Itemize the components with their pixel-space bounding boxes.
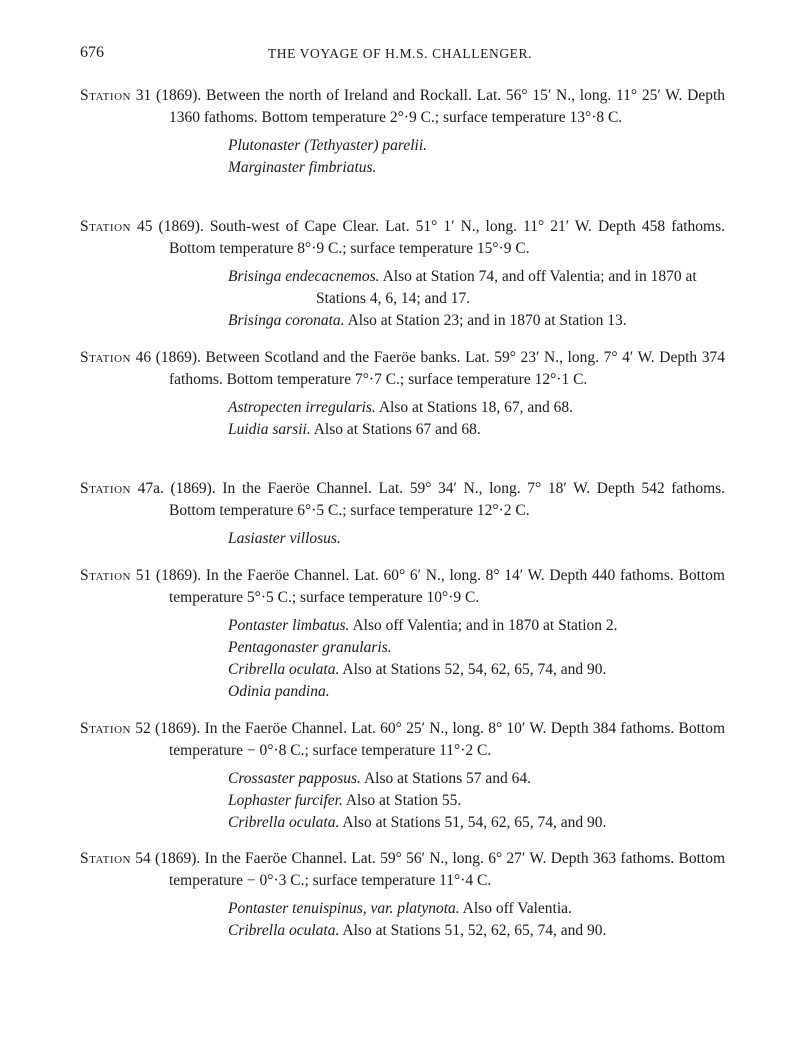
- species-name: Odinia pandina.: [228, 683, 330, 700]
- running-title: THE VOYAGE OF H.M.S. CHALLENGER.: [267, 46, 533, 61]
- species-note: Also at Stations 51, 54, 62, 65, 74, and 90.: [342, 814, 607, 831]
- species-item: [228, 637, 725, 659]
- species-item: [228, 528, 725, 550]
- species-name: Brisinga endecacnemos.: [228, 268, 380, 285]
- species-item: [228, 310, 725, 332]
- species-list: [228, 898, 725, 942]
- species-note: Also off Valentia; and in 1870 at Station 2.: [352, 617, 618, 634]
- species-name: Astropecten irregularis.: [228, 399, 376, 416]
- station-description: In the Faeröe Channel. Lat. 59° 34′ N., long. 7° 18′ W. Depth 542 fathoms. Bottom temperature 6°·5 C.; surface temperature 12°·2 C.: [169, 480, 726, 519]
- species-note: Also at Station 55.: [345, 792, 462, 809]
- species-note: Also at Stations 51, 52, 62, 65, 74, and 90.: [342, 922, 607, 939]
- station-description: In the Faeröe Channel. Lat. 60° 6′ N., long. 8° 14′ W. Depth 440 fathoms. Bottom temperature 5°·5 C.; surface temperature 10°·9 C.: [169, 567, 725, 606]
- station-label: Station: [80, 850, 131, 867]
- station-description: In the Faeröe Channel. Lat. 60° 25′ N., long. 8° 10′ W. Depth 384 fathoms. Bottom temperature − 0°·8 C.; surface temperature 11°·2 C.: [169, 720, 726, 759]
- species-name: Cribrella oculata.: [228, 922, 340, 939]
- species-name: Lasiaster villosus.: [228, 530, 341, 547]
- species-item: [228, 157, 725, 179]
- station-description-block: [80, 478, 725, 522]
- species-name: Pontaster limbatus.: [228, 617, 350, 634]
- station-heading: 51 (1869).: [135, 567, 202, 584]
- species-item: [228, 135, 725, 157]
- species-note: Also off Valentia.: [462, 900, 572, 917]
- species-name: Marginaster fimbriatus.: [228, 159, 377, 176]
- species-item: [228, 659, 725, 681]
- station-entry: [80, 848, 725, 942]
- species-name: Luidia sarsii.: [228, 421, 311, 438]
- species-name: Pentagonaster granularis.: [228, 639, 392, 656]
- station-heading: 54 (1869).: [135, 850, 201, 867]
- station-description-block: [80, 565, 725, 609]
- station-description: In the Faeröe Channel. Lat. 59° 56′ N., long. 6° 27′ W. Depth 363 fathoms. Bottom temperature − 0°·3 C.; surface temperature 11°·4 C.: [169, 850, 726, 889]
- species-list: [228, 135, 725, 179]
- station-entry: [80, 718, 725, 834]
- station-entry: [80, 85, 725, 179]
- station-description: South-west of Cape Clear. Lat. 51° 1′ N., long. 11° 21′ W. Depth 458 fathoms. Bottom temperature 8°·9 C.; surface temperature 15°·9 C.: [169, 218, 725, 257]
- species-list: [228, 397, 725, 441]
- station-label: Station: [80, 480, 131, 497]
- station-heading: 45 (1869).: [137, 218, 204, 235]
- station-entry: [80, 216, 725, 332]
- station-heading: 52 (1869).: [135, 720, 201, 737]
- species-note: Also at Stations 52, 54, 62, 65, 74, and 90.: [342, 661, 607, 678]
- species-item: [228, 920, 725, 942]
- species-note: Also at Station 23; and in 1870 at Station 13.: [347, 312, 627, 329]
- page-header: [0, 44, 800, 68]
- species-list: [228, 266, 725, 332]
- station-entry: [80, 478, 725, 550]
- species-item: [228, 615, 725, 637]
- station-label: Station: [80, 87, 131, 104]
- species-name: Lophaster furcifer.: [228, 792, 343, 809]
- page-number: 676: [80, 44, 104, 61]
- species-name: Plutonaster (Tethyaster) parelii.: [228, 137, 428, 154]
- station-entry: [80, 565, 725, 703]
- station-label: Station: [80, 218, 131, 235]
- station-description-block: [80, 848, 725, 892]
- species-name: Cribrella oculata.: [228, 814, 340, 831]
- station-entry: [80, 347, 725, 441]
- species-item: [228, 266, 725, 310]
- species-name: Pontaster tenuispinus, var. platynota.: [228, 900, 460, 917]
- station-description-block: [80, 85, 725, 129]
- species-note: Also at Stations 67 and 68.: [313, 421, 481, 438]
- species-note: Also at Stations 18, 67, and 68.: [378, 399, 574, 416]
- species-list: [228, 528, 725, 550]
- species-name: Cribrella oculata.: [228, 661, 340, 678]
- species-list: [228, 615, 725, 703]
- station-description-block: [80, 216, 725, 260]
- species-item: [228, 419, 725, 441]
- station-label: Station: [80, 720, 131, 737]
- station-description-block: [80, 347, 725, 391]
- station-label: Station: [80, 349, 131, 366]
- species-item: [228, 768, 725, 790]
- station-heading: 46 (1869).: [135, 349, 201, 366]
- species-item: [228, 898, 725, 920]
- species-note: Also at Stations 57 and 64.: [363, 770, 532, 787]
- station-heading: 47a. (1869).: [137, 480, 216, 497]
- species-name: Brisinga coronata.: [228, 312, 345, 329]
- species-item: [228, 790, 725, 812]
- species-item: [228, 397, 725, 419]
- species-name: Crossaster papposus.: [228, 770, 361, 787]
- species-list: [228, 768, 725, 834]
- station-heading: 31 (1869).: [135, 87, 202, 104]
- station-description: Between Scotland and the Faeröe banks. Lat. 59° 23′ N., long. 7° 4′ W. Depth 374 fathoms. Bottom temperature 7°·7 C.; surface temperature 12°·1 C.: [169, 349, 726, 388]
- species-note: Also at Station 74, and off Valentia; and in 1870 at Stations 4, 6, 14; and 17.: [316, 268, 697, 307]
- station-description: Between the north of Ireland and Rockall. Lat. 56° 15′ N., long. 11° 25′ W. Depth 1360 fathoms. Bottom temperature 2°·9 C.; surface temperature 13°·8 C.: [169, 87, 726, 126]
- station-label: Station: [80, 567, 131, 584]
- species-item: [228, 812, 725, 834]
- station-description-block: [80, 718, 725, 762]
- species-item: [228, 681, 725, 703]
